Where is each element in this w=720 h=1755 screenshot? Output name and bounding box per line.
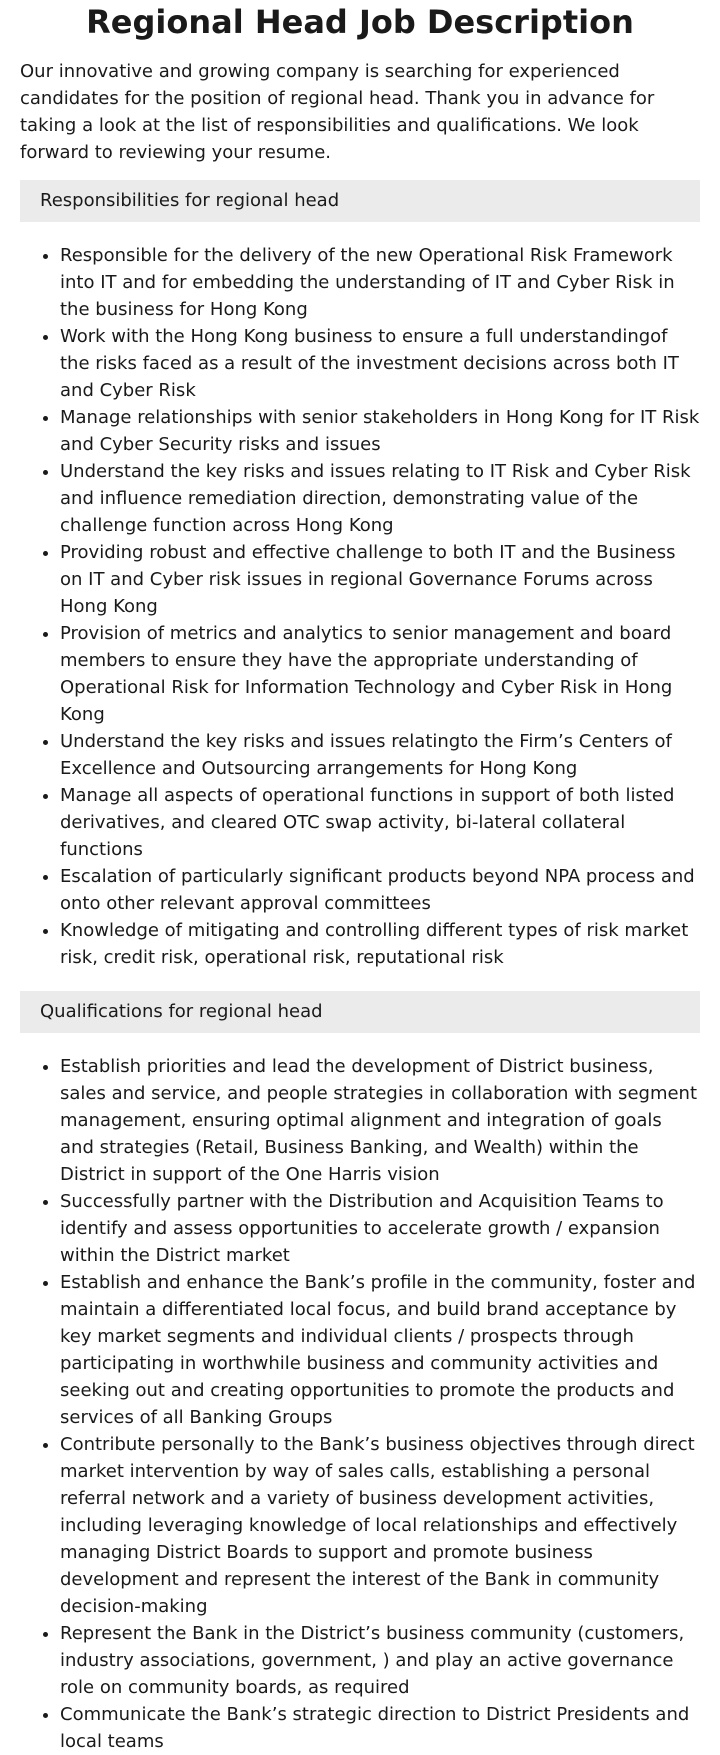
list-item: • Understand the key risks and issues relatingto the Firm’s Centers of Excellence and Outsourcing arrangements for Hong Kong	[60, 728, 700, 782]
qualifications-heading: Qualifications for regional head	[20, 991, 700, 1033]
list-item: • Provision of metrics and analytics to senior management and board members to ensure they have the appropriate understanding of Operational Risk for Information Technology and Cyber Risk in Hong Kong	[60, 620, 700, 728]
qualifications-list	[20, 1053, 700, 1755]
list-item: • Communicate the Bank’s strategic direction to District Presidents and local teams	[60, 1701, 700, 1755]
responsibilities-heading: Responsibilities for regional head	[20, 180, 700, 222]
list-item: • Successfully partner with the Distribution and Acquisition Teams to identify and assess opportunities to accelerate growth / expansion within the District market	[60, 1188, 700, 1269]
list-item: • Manage all aspects of operational functions in support of both listed derivatives, and cleared OTC swap activity, bi-lateral collateral functions	[60, 782, 700, 863]
list-item: • Contribute personally to the Bank’s business objectives through direct market intervention by way of sales calls, establishing a personal referral network and a variety of business development activities, including leveraging knowledge of local relationships and effectively managing District Boards to support and promote business development and represent the interest of the Bank in community decision-making	[60, 1431, 700, 1620]
responsibilities-list	[20, 242, 700, 971]
list-item: • Establish priorities and lead the development of District business, sales and service, and people strategies in collaboration with segment management, ensuring optimal alignment and integration of goals and strategies (Retail, Business Banking, and Wealth) within the District in support of the One Harris vision	[60, 1053, 700, 1188]
list-item: • Escalation of particularly significant products beyond NPA process and onto other relevant approval committees	[60, 863, 700, 917]
page-title: Regional Head Job Description	[86, 3, 634, 41]
list-item: • Knowledge of mitigating and controlling different types of risk market risk, credit risk, operational risk, reputational risk	[60, 917, 700, 971]
list-item: • Work with the Hong Kong business to ensure a full understandingof the risks faced as a result of the investment decisions across both IT and Cyber Risk	[60, 323, 700, 404]
list-item: • Manage relationships with senior stakeholders in Hong Kong for IT Risk and Cyber Security risks and issues	[60, 404, 700, 458]
list-item: • Responsible for the delivery of the new Operational Risk Framework into IT and for embedding the understanding of IT and Cyber Risk in the business for Hong Kong	[60, 242, 700, 323]
list-item: • Represent the Bank in the District’s business community (customers, industry associations, government, ) and play an active governance role on community boards, as required	[60, 1620, 700, 1701]
list-item: • Understand the key risks and issues relating to IT Risk and Cyber Risk and influence remediation direction, demonstrating value of the challenge function across Hong Kong	[60, 458, 700, 539]
intro-paragraph: Our innovative and growing company is searching for experienced candidates for the position of regional head. Thank you in advance for taking a look at the list of responsibilities and qualifications. We look forward to reviewing your resume.	[20, 61, 655, 163]
list-item: • Providing robust and effective challenge to both IT and the Business on IT and Cyber risk issues in regional Governance Forums across Hong Kong	[60, 539, 700, 620]
list-item: • Establish and enhance the Bank’s profile in the community, foster and maintain a differentiated local focus, and build brand acceptance by key market segments and individual clients / prospects through participating in worthwhile business and community activities and seeking out and creating opportunities to promote the products and services of all Banking Groups	[60, 1269, 700, 1431]
